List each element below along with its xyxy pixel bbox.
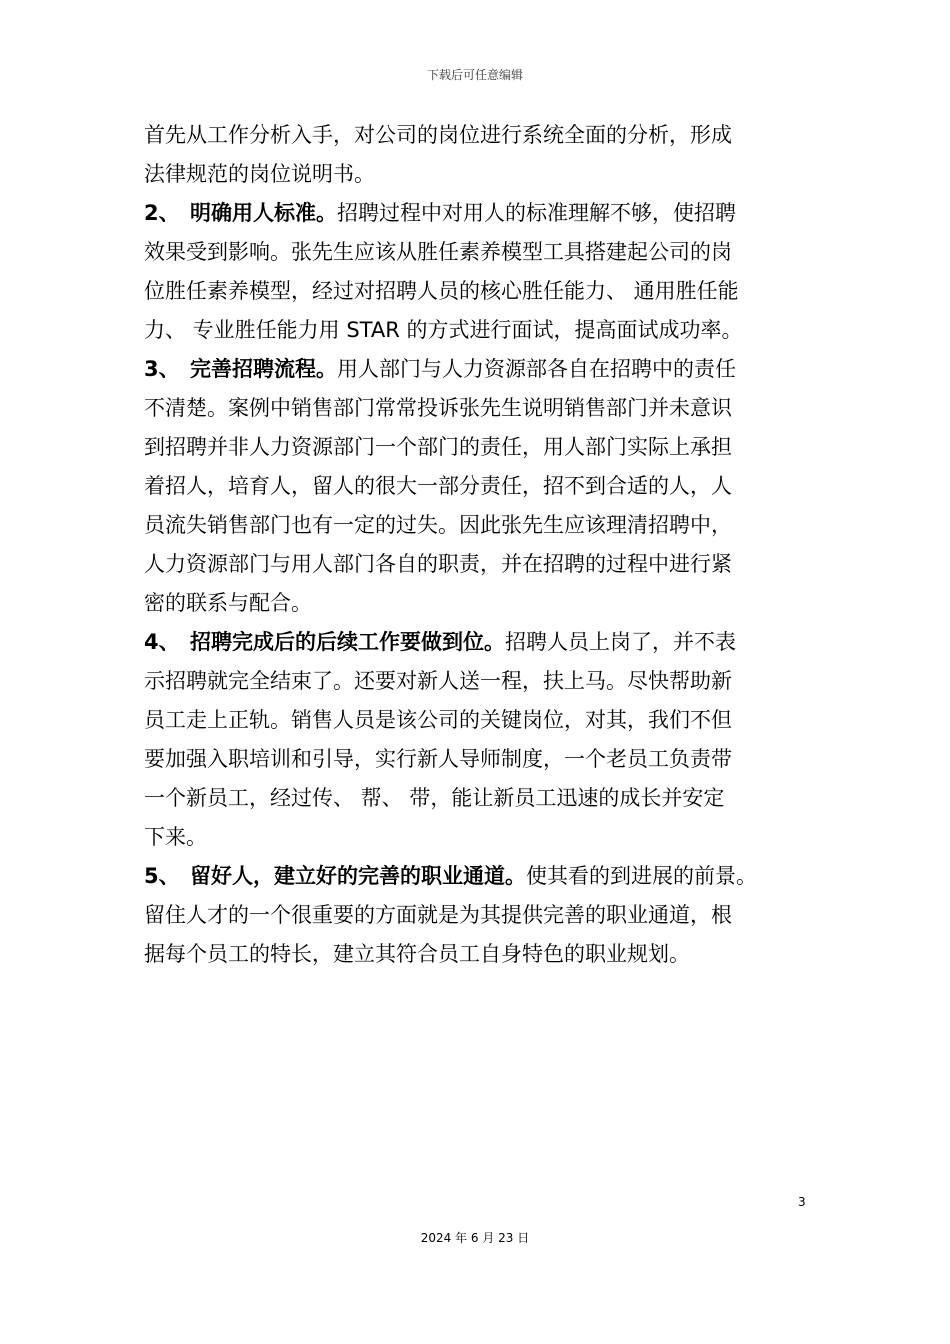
body-line: 到招聘并非人力资源部门一个部门的责任，用人部门实际上承担: [144, 435, 732, 459]
body-line: 效果受到影响。张先生应该从胜任素养模型工具搭建起公司的岗: [144, 240, 732, 264]
list-item-text: 招聘过程中对用人的标准理解不够，使招聘: [337, 201, 736, 225]
body-line: 力、 专业胜任能力用 STAR 的方式进行面试，提高面试成功率。: [144, 318, 743, 342]
body-line: 留住人才的一个很重要的方面就是为其提供完善的职业通道，根: [144, 903, 732, 927]
body-line: 下来。: [144, 825, 207, 849]
list-item-heading: [144, 194, 814, 233]
body-line: 不清楚。案例中销售部门常常投诉张先生说明销售部门并未意识: [144, 396, 732, 420]
page-header: 下载后可任意编辑: [426, 68, 523, 82]
footer-date: 2024 年 6 月 23 日: [420, 1231, 530, 1245]
list-item-number: 4、: [144, 630, 180, 654]
list-item-heading: [144, 623, 814, 662]
body-line: 位胜任素养模型，经过对招聘人员的核心胜任能力、 通用胜任能: [144, 279, 739, 303]
body-line: 人力资源部门与用人部门各自的职责，并在招聘的过程中进行紧: [144, 552, 732, 576]
body-line: 员流失销售部门也有一定的过失。因此张先生应该理清招聘中，: [144, 513, 732, 537]
body-line: 要加强入职培训和引导，实行新人导师制度，一个老员工负责带: [144, 747, 732, 771]
list-item-title: 明确用人标准。: [190, 201, 337, 225]
body-line: 法律规范的岗位说明书。: [144, 162, 375, 186]
body-line: 首先从工作分析入手，对公司的岗位进行系统全面的分析，形成: [144, 123, 732, 147]
list-item-number: 5、: [144, 864, 180, 888]
body-line: 密的联系与配合。: [144, 591, 312, 615]
body-line: 示招聘就完全结束了。还要对新人送一程，扶上马。尽快帮助新: [144, 669, 732, 693]
list-item-number: 3、: [144, 357, 180, 381]
list-item-number: 2、: [144, 201, 180, 225]
list-item-title: 完善招聘流程。: [190, 357, 337, 381]
list-item-text: 用人部门与人力资源部各自在招聘中的责任: [337, 357, 736, 381]
body-line: 员工走上正轨。销售人员是该公司的关键岗位，对其，我们不但: [144, 708, 732, 732]
list-item-title: 留好人，建立好的完善的职业通道。: [190, 864, 526, 888]
document-body: [144, 116, 814, 974]
list-item-text: 招聘人员上岗了，并不表: [505, 630, 736, 654]
body-line: 着招人，培育人，留人的很大一部分责任，招不到合适的人，人: [144, 474, 732, 498]
page-number: 3: [798, 1195, 806, 1209]
body-line: 据每个员工的特长，建立其符合员工自身特色的职业规划。: [144, 942, 690, 966]
list-item-text: 使其看的到进展的前景。: [526, 864, 757, 888]
list-item-heading: [144, 857, 814, 896]
body-line: 一个新员工，经过传、 帮、 带，能让新员工迅速的成长并安定: [144, 786, 725, 810]
list-item-title: 招聘完成后的后续工作要做到位。: [190, 630, 505, 654]
list-item-heading: [144, 350, 814, 389]
